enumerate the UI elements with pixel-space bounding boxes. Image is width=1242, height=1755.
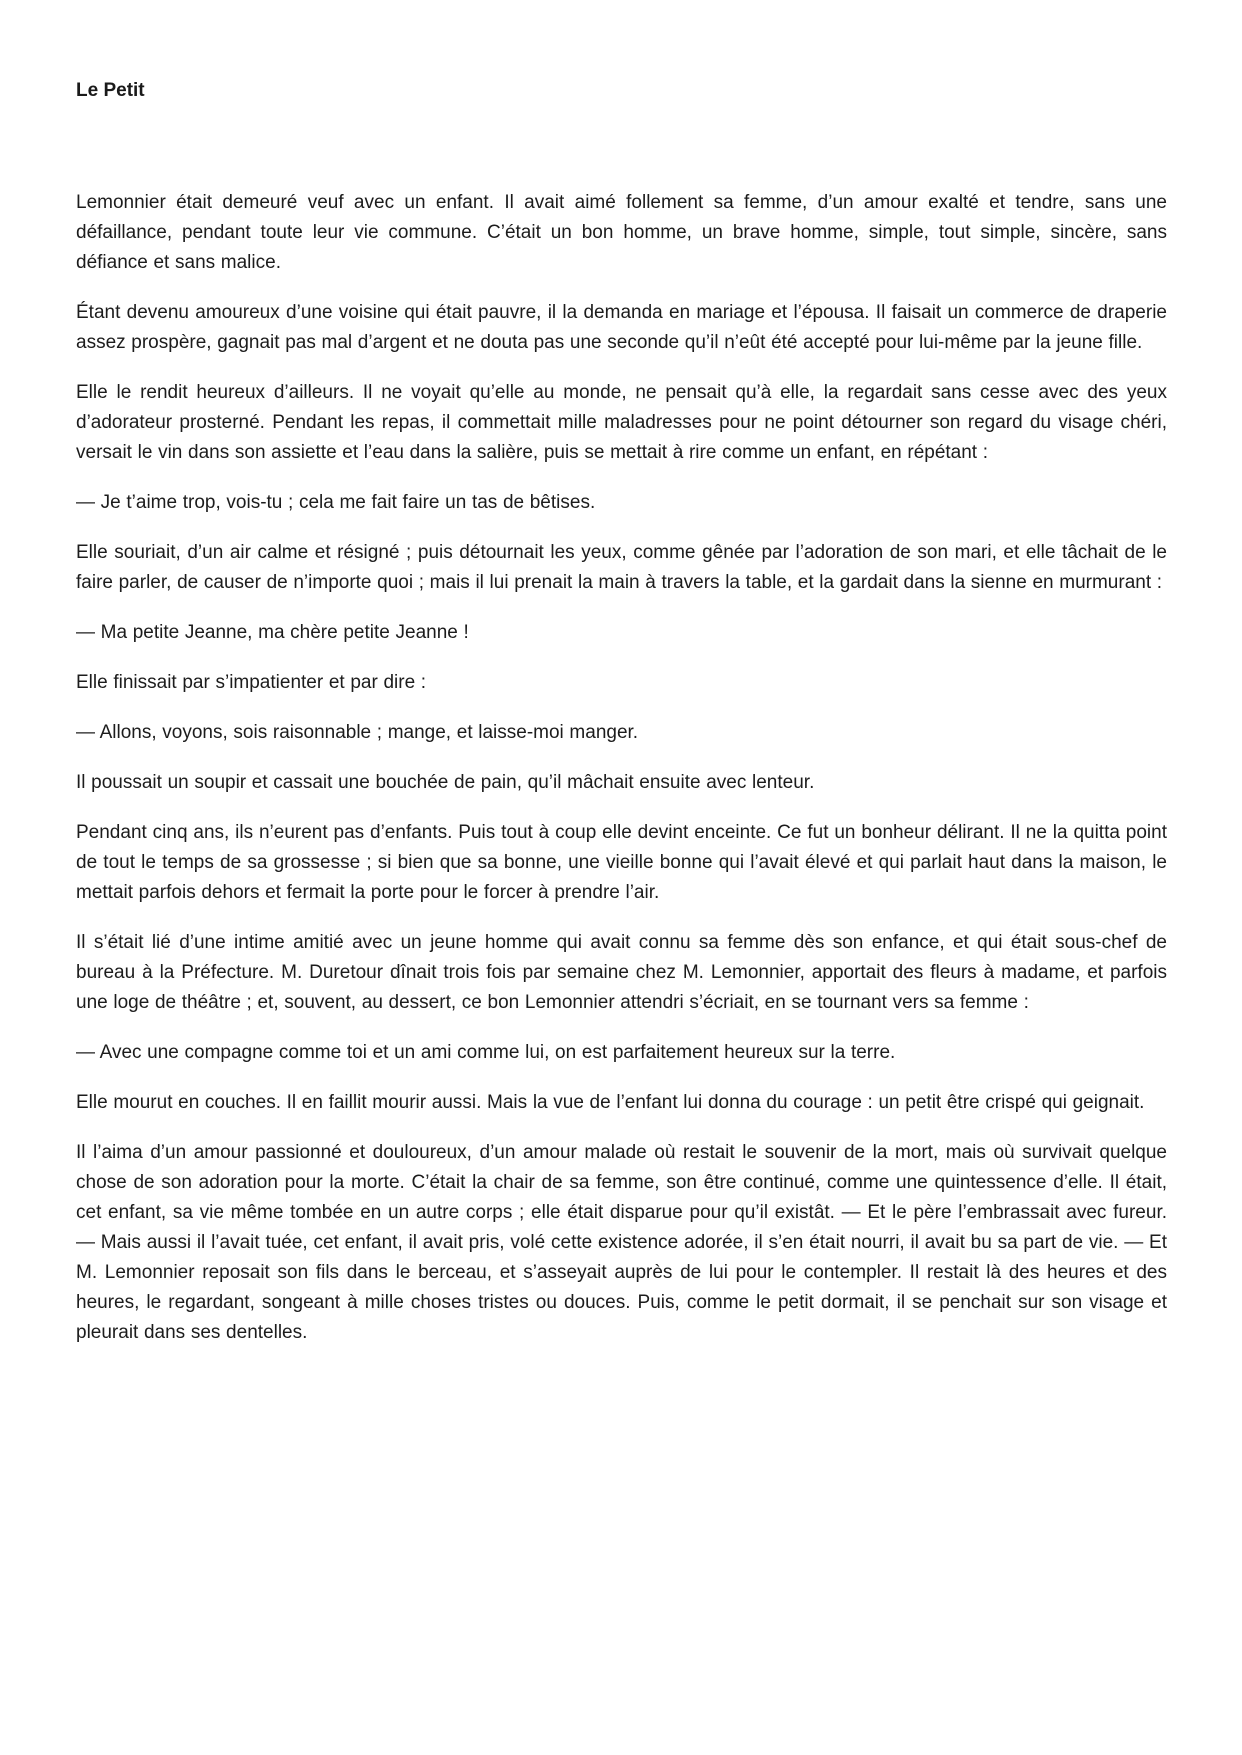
paragraph-11: Il s’était lié d’une intime amitié avec un jeune homme qui avait connu sa femme dès son enfance, et qui était sous-chef de bureau à la Préfecture. M. Duretour dînait trois fois par semaine chez M. Lemonnier, apportait des fleurs à madame, et parfois une loge de théâtre ; et, souvent, au dessert, ce bon Lemonnier attendri s’écriait, en se tournant vers sa femme : (76, 932, 1167, 1013)
paragraph-7: Elle finissait par s’impatienter et par dire : (76, 672, 427, 693)
document-title: Le Petit (76, 80, 145, 101)
paragraph-4-dialogue: — Je t’aime trop, vois-tu ; cela me fait faire un tas de bêtises. (76, 492, 596, 513)
paragraph-10: Pendant cinq ans, ils n’eurent pas d’enfants. Puis tout à coup elle devint enceinte. Ce fut un bonheur délirant. Il ne la quitta point de tout le temps de sa grossesse ; si bien que sa bonne, une vieille bonne qui l’avait élevé et qui parlait haut dans la maison, le mettait parfois dehors et fermait la porte pour le forcer à prendre l’air. (76, 822, 1167, 903)
paragraph-5: Elle souriait, d’un air calme et résigné ; puis détournait les yeux, comme gênée par l’adoration de son mari, et elle tâchait de le faire parler, de causer de n’importe quoi ; mais il lui prenait la main à travers la table, et la gardait dans la sienne en murmurant : (76, 542, 1167, 593)
paragraph-8-dialogue: — Allons, voyons, sois raisonnable ; mange, et laisse-moi manger. (76, 722, 639, 743)
paragraph-6-dialogue: — Ma petite Jeanne, ma chère petite Jeanne ! (76, 622, 469, 643)
paragraph-2: Étant devenu amoureux d’une voisine qui était pauvre, il la demanda en mariage et l’épousa. Il faisait un commerce de draperie assez prospère, gagnait pas mal d’argent et ne douta pas une seconde qu’il n’eût été accepté pour lui-même par la jeune fille. (76, 302, 1167, 353)
paragraph-12-dialogue: — Avec une compagne comme toi et un ami comme lui, on est parfaitement heureux sur la terre. (76, 1042, 896, 1063)
paragraph-3: Elle le rendit heureux d’ailleurs. Il ne voyait qu’elle au monde, ne pensait qu’à elle, la regardait sans cesse avec des yeux d’adorateur prosterné. Pendant les repas, il commettait mille maladresses pour ne point détourner son regard du visage chéri, versait le vin dans son assiette et l’eau dans la salière, puis se mettait à rire comme un enfant, en répétant : (76, 382, 1167, 463)
paragraph-9: Il poussait un soupir et cassait une bouchée de pain, qu’il mâchait ensuite avec lenteur. (76, 772, 815, 793)
paragraph-13: Elle mourut en couches. Il en faillit mourir aussi. Mais la vue de l’enfant lui donna du courage : un petit être crispé qui geignait. (76, 1092, 1145, 1113)
paragraph-1: Lemonnier était demeuré veuf avec un enfant. Il avait aimé follement sa femme, d’un amour exalté et tendre, sans une défaillance, pendant toute leur vie commune. C’était un bon homme, un brave homme, simple, tout simple, sincère, sans défiance et sans malice. (76, 192, 1167, 273)
paragraph-14: Il l’aima d’un amour passionné et douloureux, d’un amour malade où restait le souvenir de la mort, mais où survivait quelque chose de son adoration pour la morte. C’était la chair de sa femme, son être continué, comme une quintessence d’elle. Il était, cet enfant, sa vie même tombée en un autre corps ; elle était disparue pour qu’il existât. — Et le père l’embrassait avec fureur. — Mais aussi il l’avait tuée, cet enfant, il avait pris, volé cette existence adorée, il s’en était nourri, il avait bu sa part de vie. — Et M. Lemonnier reposait son fils dans le berceau, et s’asseyait auprès de lui pour le contempler. Il restait là des heures et des heures, le regardant, songeant à mille choses tristes ou douces. Puis, comme le petit dormait, il se penchait sur son visage et pleurait dans ses dentelles. (76, 1142, 1167, 1343)
